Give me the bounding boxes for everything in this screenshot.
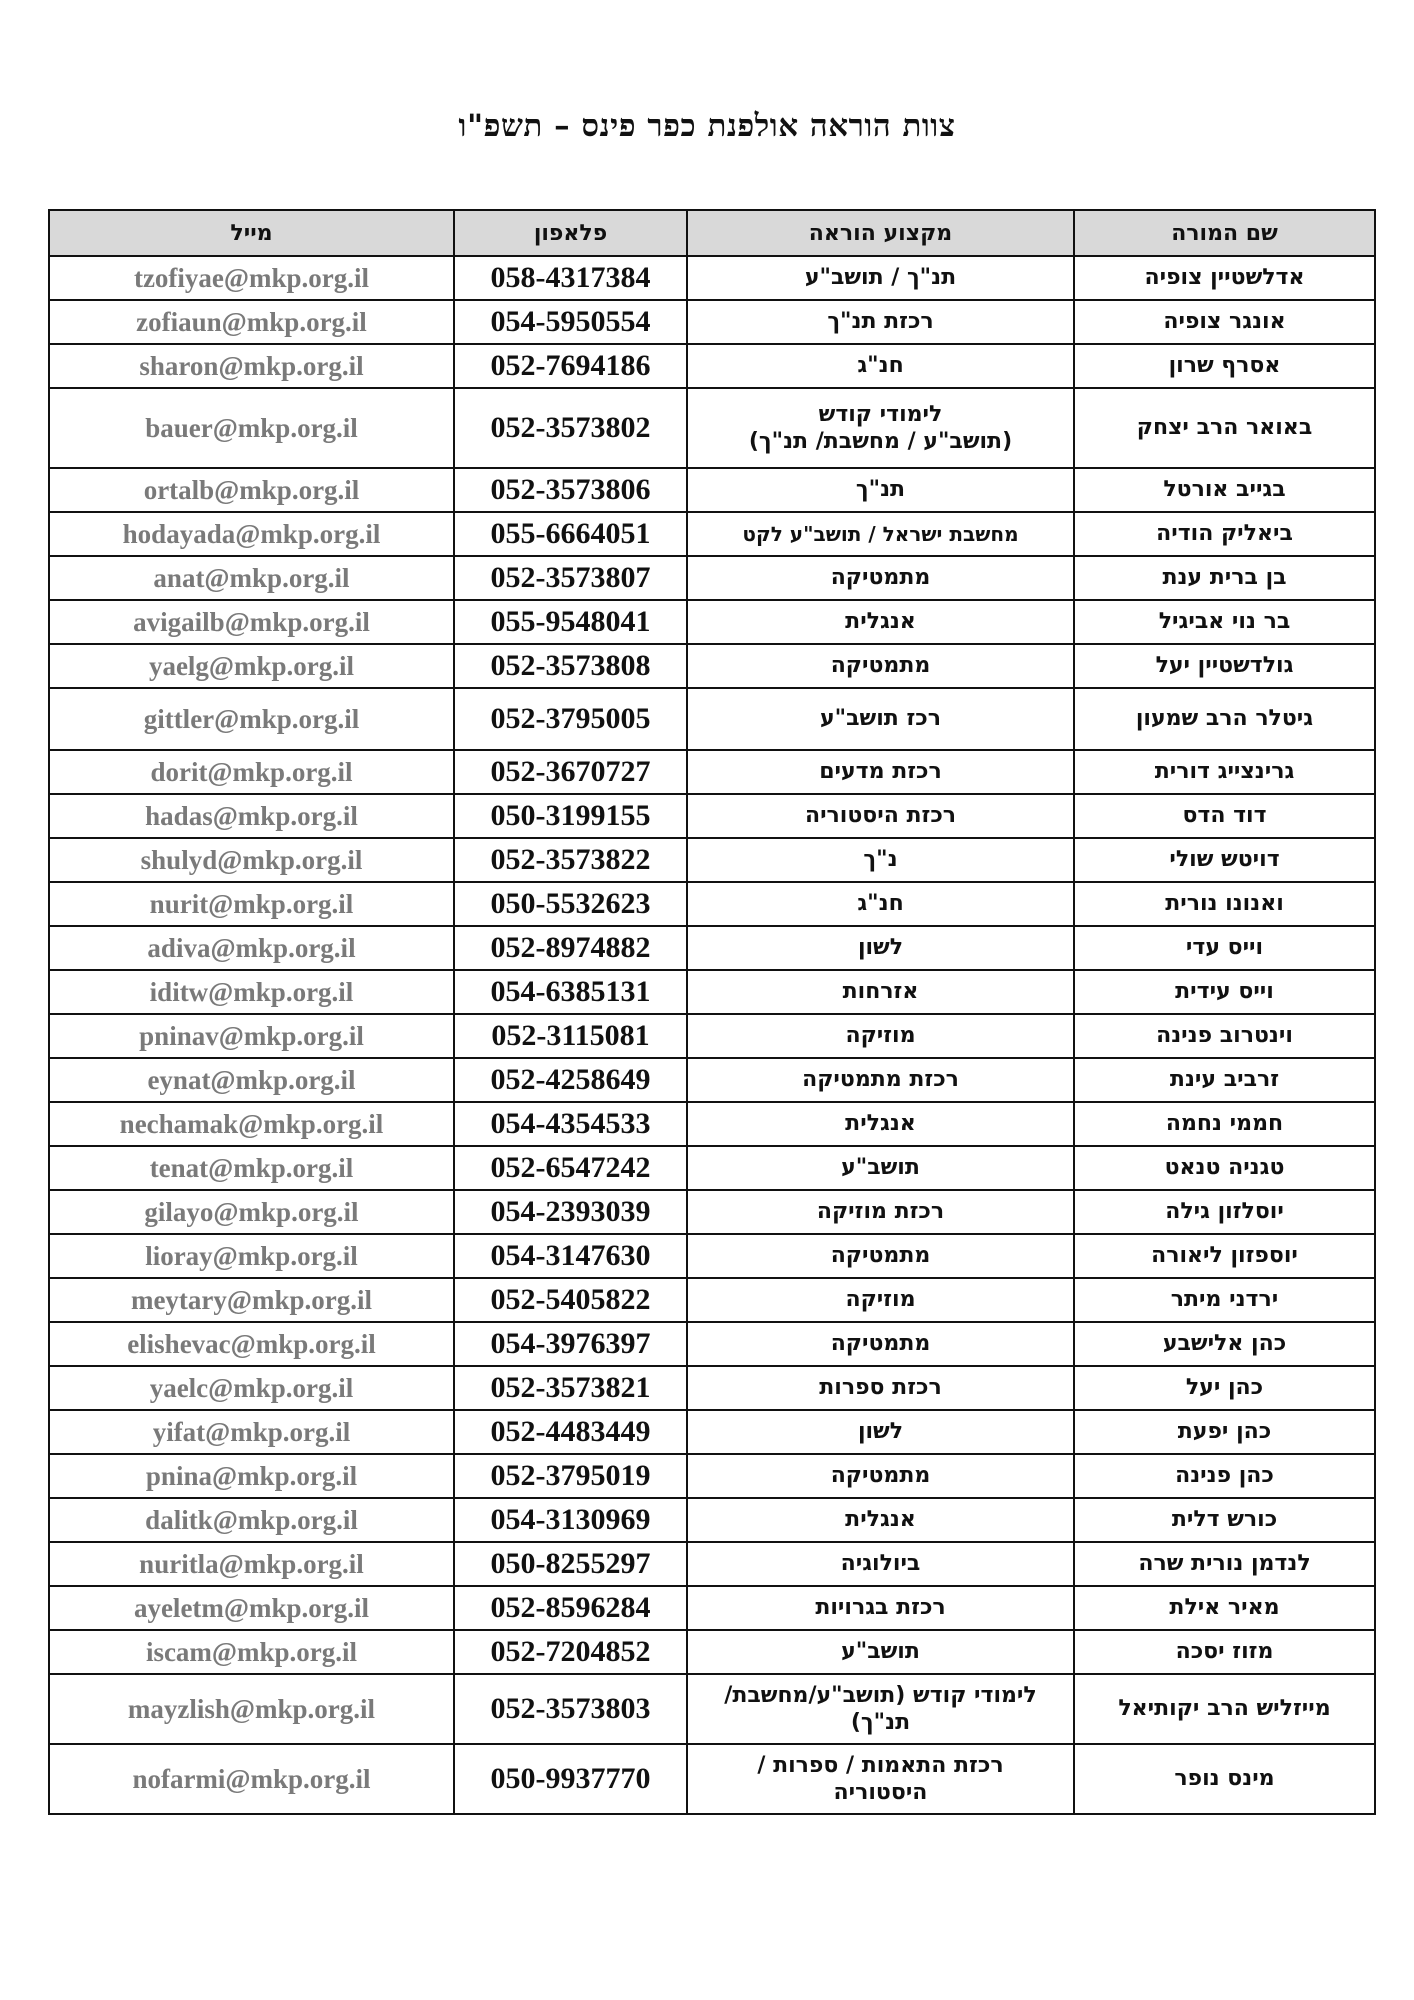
table-row	[49, 970, 1375, 1014]
teacher-subject: תושב"ע	[687, 1146, 1074, 1190]
teacher-phone: 054-4354533	[454, 1102, 687, 1146]
teacher-email[interactable]: ortalb@mkp.org.il	[49, 468, 454, 512]
teacher-name: ואנונו נורית	[1074, 882, 1375, 926]
teacher-subject: מחשבת ישראל / תושב"ע לקט	[687, 512, 1074, 556]
staff-table	[48, 209, 1376, 1815]
table-row	[49, 1146, 1375, 1190]
teacher-subject: רכזת בגרויות	[687, 1586, 1074, 1630]
teacher-name: ביאליק הודיה	[1074, 512, 1375, 556]
teacher-email[interactable]: gilayo@mkp.org.il	[49, 1190, 454, 1234]
table-row	[49, 1586, 1375, 1630]
teacher-email[interactable]: tenat@mkp.org.il	[49, 1146, 454, 1190]
table-row	[49, 1190, 1375, 1234]
teacher-subject: מתמטיקה	[687, 1454, 1074, 1498]
teacher-email[interactable]: bauer@mkp.org.il	[49, 388, 454, 468]
header-email: מייל	[49, 210, 454, 256]
teacher-phone: 052-3573802	[454, 388, 687, 468]
teacher-email[interactable]: anat@mkp.org.il	[49, 556, 454, 600]
teacher-phone: 052-3573822	[454, 838, 687, 882]
teacher-subject: רכזת מתמטיקה	[687, 1058, 1074, 1102]
table-row	[49, 794, 1375, 838]
table-row	[49, 1542, 1375, 1586]
teacher-email[interactable]: dorit@mkp.org.il	[49, 750, 454, 794]
teacher-email[interactable]: yaelg@mkp.org.il	[49, 644, 454, 688]
teacher-subject: רכזת מוזיקה	[687, 1190, 1074, 1234]
header-phone: פלאפון	[454, 210, 687, 256]
teacher-phone: 058-4317384	[454, 256, 687, 300]
teacher-phone: 052-4483449	[454, 1410, 687, 1454]
table-row	[49, 1498, 1375, 1542]
table-row	[49, 838, 1375, 882]
table-row	[49, 388, 1375, 468]
teacher-email[interactable]: meytary@mkp.org.il	[49, 1278, 454, 1322]
teacher-subject: חנ"ג	[687, 344, 1074, 388]
teacher-phone: 050-9937770	[454, 1744, 687, 1814]
teacher-subject: לימודי קודש (תושב"ע / מחשבת/ תנ"ך)	[687, 388, 1074, 468]
teacher-phone: 052-6547242	[454, 1146, 687, 1190]
teacher-name: זרביב עינת	[1074, 1058, 1375, 1102]
teacher-name: גולדשטיין יעל	[1074, 644, 1375, 688]
page-title: צוות הוראה אולפנת כפר פינס – תשפ"ו	[458, 108, 956, 144]
teacher-subject: לשון	[687, 1410, 1074, 1454]
teacher-email[interactable]: ayeletm@mkp.org.il	[49, 1586, 454, 1630]
teacher-name: באואר הרב יצחק	[1074, 388, 1375, 468]
teacher-email[interactable]: eynat@mkp.org.il	[49, 1058, 454, 1102]
teacher-name: וייס עידית	[1074, 970, 1375, 1014]
teacher-name: כורש דלית	[1074, 1498, 1375, 1542]
table-row	[49, 1744, 1375, 1814]
teacher-email[interactable]: pninav@mkp.org.il	[49, 1014, 454, 1058]
table-row	[49, 1234, 1375, 1278]
teacher-email[interactable]: nechamak@mkp.org.il	[49, 1102, 454, 1146]
teacher-name: בר נוי אביגיל	[1074, 600, 1375, 644]
table-row	[49, 256, 1375, 300]
teacher-subject: אנגלית	[687, 1498, 1074, 1542]
teacher-subject: מתמטיקה	[687, 556, 1074, 600]
teacher-email[interactable]: shulyd@mkp.org.il	[49, 838, 454, 882]
header-subject: מקצוע הוראה	[687, 210, 1074, 256]
teacher-name: דויטש שולי	[1074, 838, 1375, 882]
teacher-email[interactable]: avigailb@mkp.org.il	[49, 600, 454, 644]
teacher-phone: 054-6385131	[454, 970, 687, 1014]
teacher-email[interactable]: mayzlish@mkp.org.il	[49, 1674, 454, 1744]
teacher-name: אסרף שרון	[1074, 344, 1375, 388]
table-row	[49, 750, 1375, 794]
table-row	[49, 1278, 1375, 1322]
teacher-phone: 052-3670727	[454, 750, 687, 794]
teacher-name: מאיר אילת	[1074, 1586, 1375, 1630]
table-row	[49, 600, 1375, 644]
teacher-name: כהן פנינה	[1074, 1454, 1375, 1498]
teacher-subject: ביולוגיה	[687, 1542, 1074, 1586]
teacher-subject: נ"ך	[687, 838, 1074, 882]
table-row	[49, 344, 1375, 388]
teacher-phone: 052-3573821	[454, 1366, 687, 1410]
teacher-phone: 052-8974882	[454, 926, 687, 970]
teacher-email[interactable]: yifat@mkp.org.il	[49, 1410, 454, 1454]
teacher-subject: אזרחות	[687, 970, 1074, 1014]
teacher-phone: 052-3573803	[454, 1674, 687, 1744]
teacher-phone: 055-6664051	[454, 512, 687, 556]
teacher-email[interactable]: iscam@mkp.org.il	[49, 1630, 454, 1674]
table-row	[49, 1454, 1375, 1498]
teacher-email[interactable]: hodayada@mkp.org.il	[49, 512, 454, 556]
teacher-subject: תנ"ך / תושב"ע	[687, 256, 1074, 300]
teacher-name: חממי נחמה	[1074, 1102, 1375, 1146]
teacher-subject: רכזת התאמות / ספרות / היסטוריה	[687, 1744, 1074, 1814]
teacher-name: מזוז יסכה	[1074, 1630, 1375, 1674]
teacher-name: אדלשטיין צופיה	[1074, 256, 1375, 300]
teacher-email[interactable]: nurit@mkp.org.il	[49, 882, 454, 926]
teacher-subject: אנגלית	[687, 1102, 1074, 1146]
teacher-name: לנדמן נורית שרה	[1074, 1542, 1375, 1586]
teacher-name: טגניה טנאט	[1074, 1146, 1375, 1190]
table-row	[49, 1630, 1375, 1674]
teacher-subject: לימודי קודש (תושב"ע/מחשבת/ תנ"ך)	[687, 1674, 1074, 1744]
teacher-phone: 054-3976397	[454, 1322, 687, 1366]
table-row	[49, 512, 1375, 556]
teacher-name: וייס עדי	[1074, 926, 1375, 970]
teacher-name: בגייב אורטל	[1074, 468, 1375, 512]
table-row	[49, 1674, 1375, 1744]
table-row	[49, 300, 1375, 344]
teacher-name: מייזליש הרב יקותיאל	[1074, 1674, 1375, 1744]
teacher-phone: 050-5532623	[454, 882, 687, 926]
teacher-phone: 050-8255297	[454, 1542, 687, 1586]
teacher-name: בן ברית ענת	[1074, 556, 1375, 600]
teacher-subject: רכז תושב"ע	[687, 688, 1074, 750]
table-header-row	[49, 210, 1375, 256]
teacher-subject: לשון	[687, 926, 1074, 970]
teacher-phone: 055-9548041	[454, 600, 687, 644]
table-row	[49, 926, 1375, 970]
table-row	[49, 1102, 1375, 1146]
teacher-name: ירדני מיתר	[1074, 1278, 1375, 1322]
teacher-phone: 052-3573807	[454, 556, 687, 600]
teacher-phone: 050-3199155	[454, 794, 687, 838]
table-row	[49, 556, 1375, 600]
teacher-subject: רכזת היסטוריה	[687, 794, 1074, 838]
teacher-phone: 052-3795019	[454, 1454, 687, 1498]
teacher-email[interactable]: gittler@mkp.org.il	[49, 688, 454, 750]
teacher-phone: 054-3147630	[454, 1234, 687, 1278]
table-row	[49, 1410, 1375, 1454]
teacher-name: מינס נופר	[1074, 1744, 1375, 1814]
teacher-email[interactable]: adiva@mkp.org.il	[49, 926, 454, 970]
teacher-phone: 052-4258649	[454, 1058, 687, 1102]
table-row	[49, 1014, 1375, 1058]
teacher-name: יוסלזון גילה	[1074, 1190, 1375, 1234]
teacher-subject: רכזת תנ"ך	[687, 300, 1074, 344]
table-row	[49, 1058, 1375, 1102]
teacher-email[interactable]: zofiaun@mkp.org.il	[49, 300, 454, 344]
teacher-email[interactable]: yaelc@mkp.org.il	[49, 1366, 454, 1410]
teacher-subject: מתמטיקה	[687, 644, 1074, 688]
teacher-phone: 052-3795005	[454, 688, 687, 750]
teacher-email[interactable]: nuritla@mkp.org.il	[49, 1542, 454, 1586]
teacher-phone: 052-3573806	[454, 468, 687, 512]
table-row	[49, 644, 1375, 688]
teacher-subject: מתמטיקה	[687, 1322, 1074, 1366]
teacher-name: וינטרוב פנינה	[1074, 1014, 1375, 1058]
table-row	[49, 1322, 1375, 1366]
table-body	[49, 256, 1375, 1814]
teacher-name: כהן יפעת	[1074, 1410, 1375, 1454]
teacher-email[interactable]: tzofiyae@mkp.org.il	[49, 256, 454, 300]
teacher-phone: 052-3573808	[454, 644, 687, 688]
teacher-email[interactable]: iditw@mkp.org.il	[49, 970, 454, 1014]
header-name: שם המורה	[1074, 210, 1375, 256]
teacher-email[interactable]: elishevac@mkp.org.il	[49, 1322, 454, 1366]
teacher-phone: 052-8596284	[454, 1586, 687, 1630]
teacher-name: דוד הדס	[1074, 794, 1375, 838]
teacher-email[interactable]: lioray@mkp.org.il	[49, 1234, 454, 1278]
teacher-email[interactable]: nofarmi@mkp.org.il	[49, 1744, 454, 1814]
teacher-phone: 052-3115081	[454, 1014, 687, 1058]
table-row	[49, 1366, 1375, 1410]
teacher-phone: 052-5405822	[454, 1278, 687, 1322]
teacher-subject: חנ"ג	[687, 882, 1074, 926]
teacher-name: כהן אלישבע	[1074, 1322, 1375, 1366]
teacher-subject: תנ"ך	[687, 468, 1074, 512]
teacher-phone: 054-5950554	[454, 300, 687, 344]
teacher-name: אונגר צופיה	[1074, 300, 1375, 344]
teacher-subject: תושב"ע	[687, 1630, 1074, 1674]
teacher-name: יוספזון ליאורה	[1074, 1234, 1375, 1278]
teacher-phone: 052-7204852	[454, 1630, 687, 1674]
teacher-phone: 054-2393039	[454, 1190, 687, 1234]
table-row	[49, 468, 1375, 512]
teacher-email[interactable]: dalitk@mkp.org.il	[49, 1498, 454, 1542]
teacher-phone: 054-3130969	[454, 1498, 687, 1542]
table-row	[49, 688, 1375, 750]
teacher-email[interactable]: hadas@mkp.org.il	[49, 794, 454, 838]
teacher-subject: מתמטיקה	[687, 1234, 1074, 1278]
teacher-subject: מוזיקה	[687, 1278, 1074, 1322]
table-row	[49, 882, 1375, 926]
teacher-subject: רכזת מדעים	[687, 750, 1074, 794]
teacher-subject: אנגלית	[687, 600, 1074, 644]
teacher-email[interactable]: sharon@mkp.org.il	[49, 344, 454, 388]
teacher-subject: רכזת ספרות	[687, 1366, 1074, 1410]
teacher-name: גרינצייג דורית	[1074, 750, 1375, 794]
teacher-email[interactable]: pnina@mkp.org.il	[49, 1454, 454, 1498]
teacher-phone: 052-7694186	[454, 344, 687, 388]
teacher-name: כהן יעל	[1074, 1366, 1375, 1410]
teacher-subject: מוזיקה	[687, 1014, 1074, 1058]
teacher-name: גיטלר הרב שמעון	[1074, 688, 1375, 750]
